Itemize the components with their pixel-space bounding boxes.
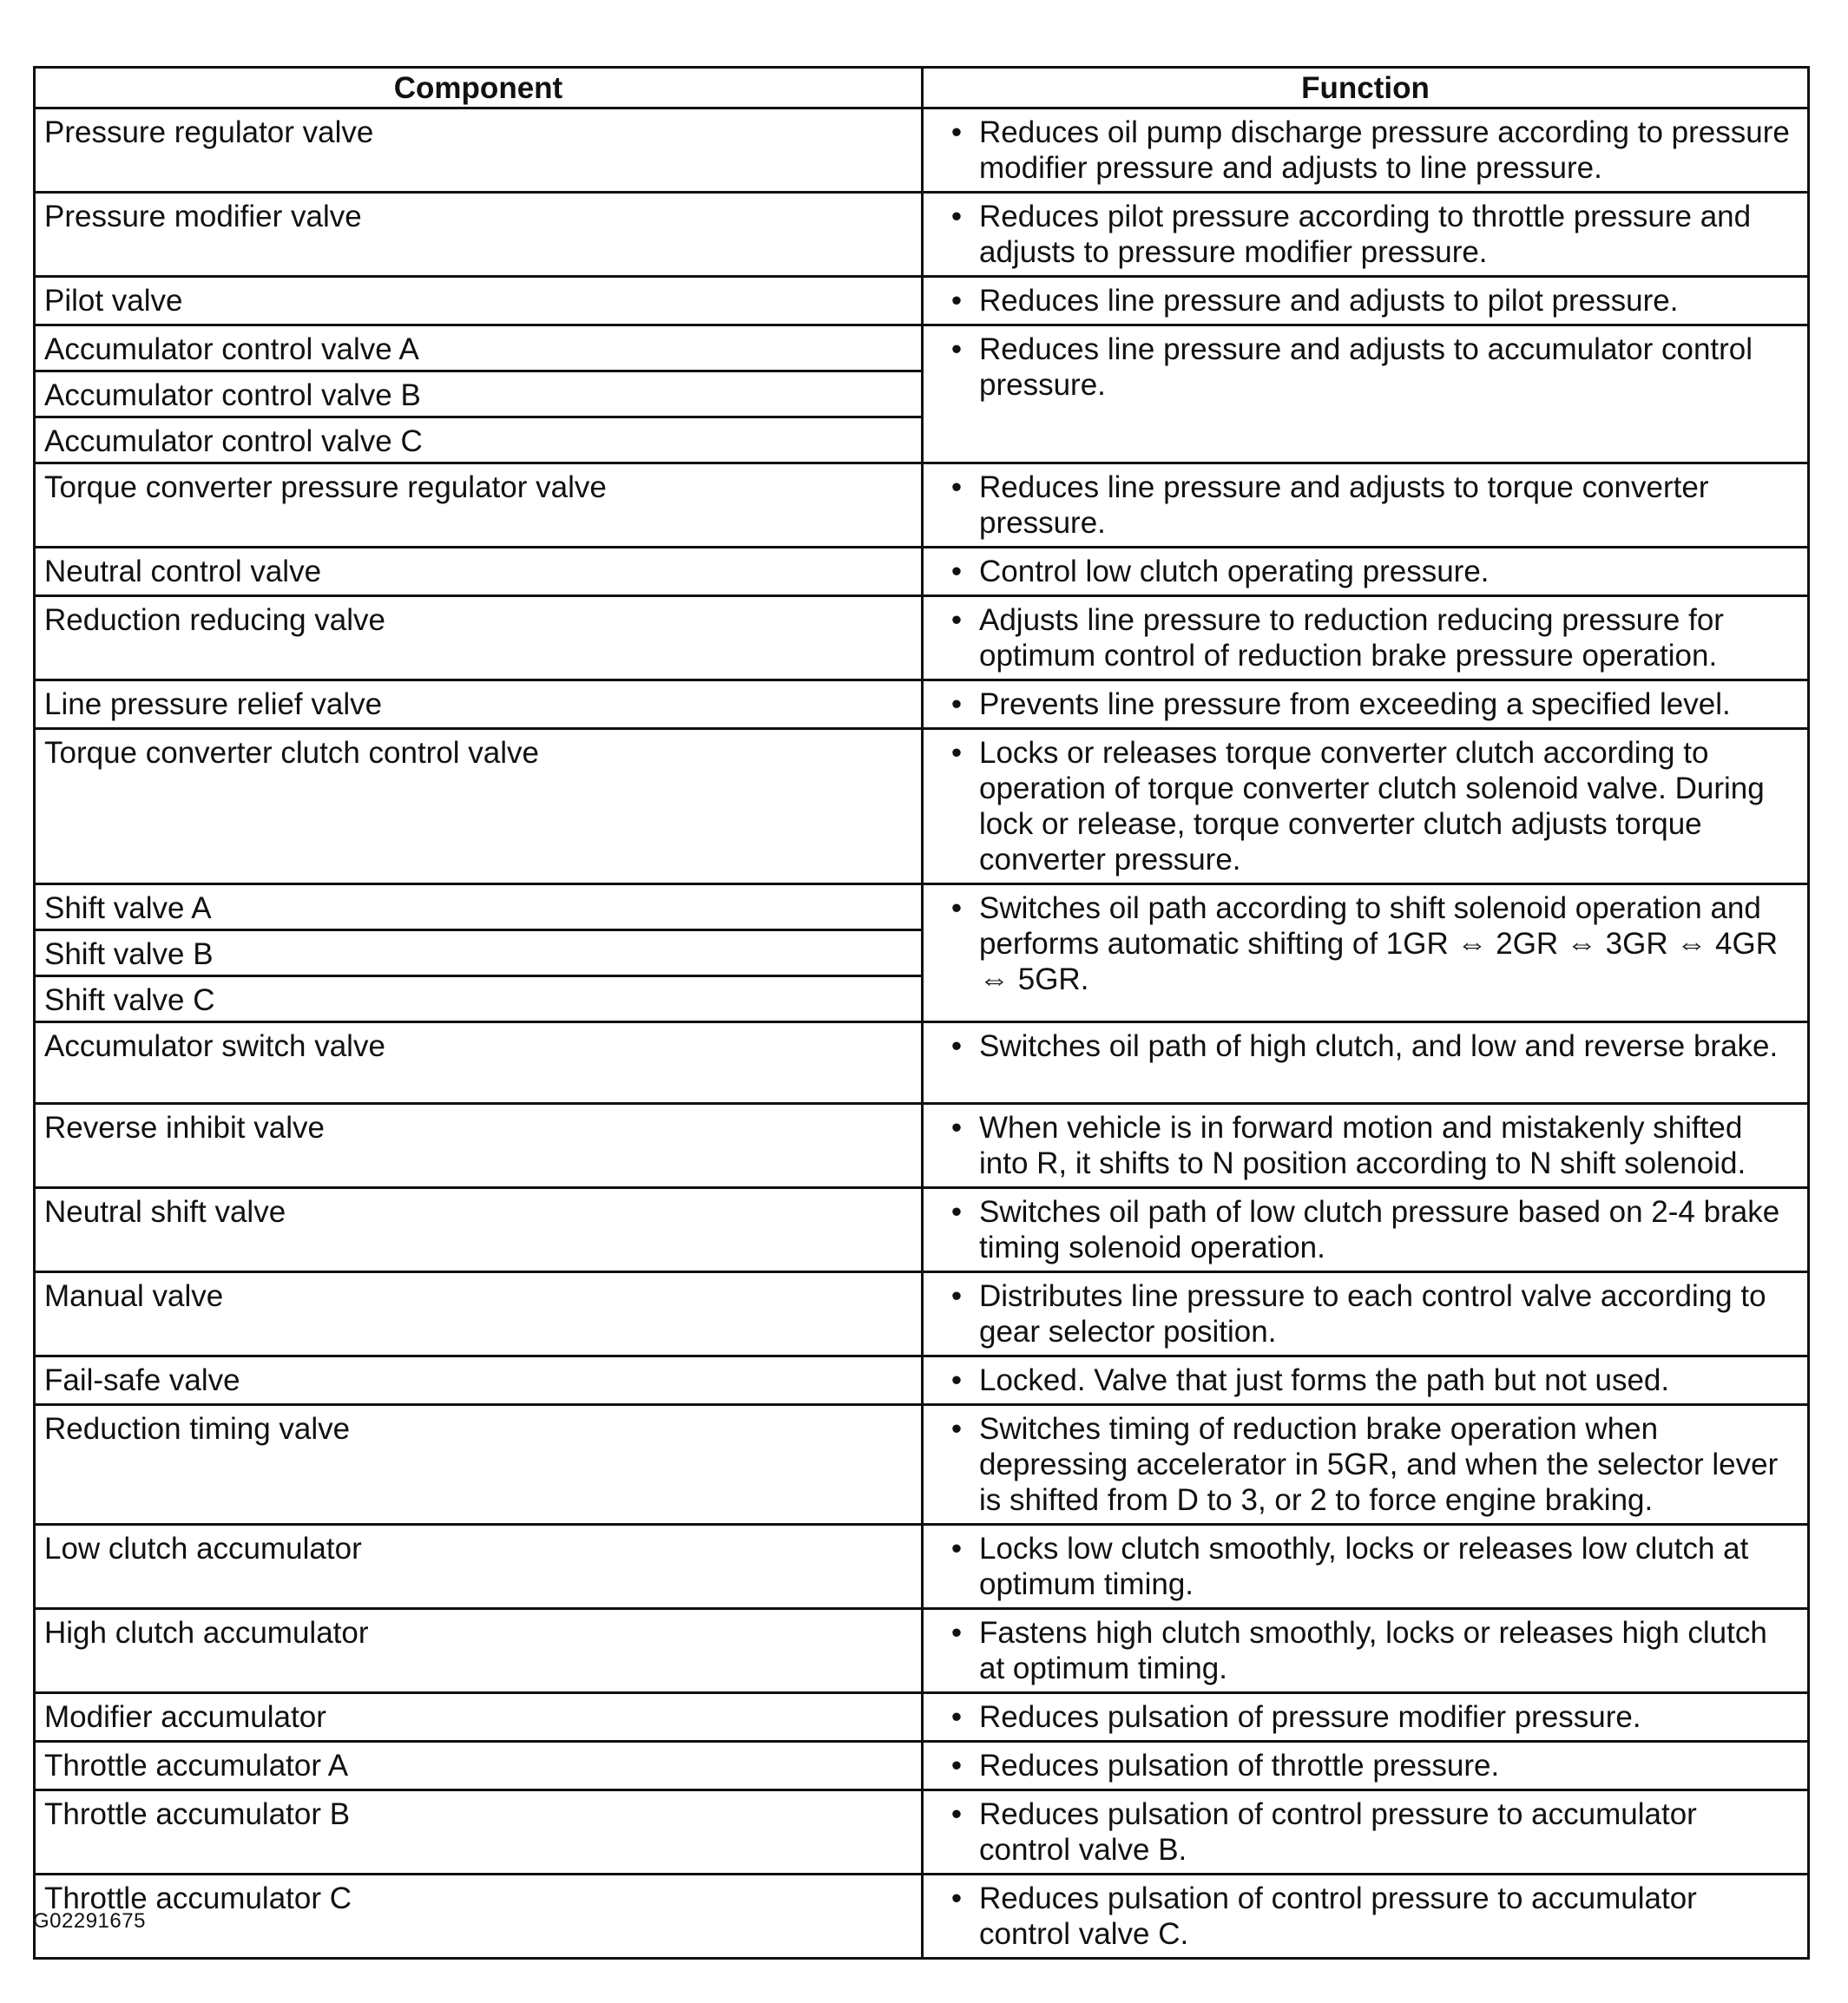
bullet-marker: • [950, 1195, 963, 1229]
component-cell: Throttle accumulator A [35, 1742, 923, 1790]
function-text: Reduces oil pump discharge pressure according to pressure modifier pressure and adjusts to line pressure. [979, 115, 1790, 185]
bullet-marker: • [950, 284, 963, 318]
function-cell [923, 1790, 1809, 1875]
column-header-component: Component [35, 68, 923, 108]
function-cell [923, 1022, 1809, 1104]
component-cell: High clutch accumulator [35, 1609, 923, 1693]
function-cell [923, 1405, 1809, 1525]
function-cell [923, 1356, 1809, 1405]
table-row [35, 108, 1809, 193]
function-text: Reduces line pressure and adjusts to torque converter pressure. [979, 470, 1709, 540]
bullet-marker: • [950, 1111, 963, 1145]
function-text: Prevents line pressure from exceeding a specified level. [979, 687, 1731, 721]
bullet-marker: • [950, 1029, 963, 1063]
function-text: Reduces pulsation of control pressure to accumulator control valve B. [979, 1797, 1697, 1867]
function-text: Switches timing of reduction brake operation when depressing accelerator in 5GR, and when the selector lever is shifted from D to 3, or 2 to force engine braking. [979, 1412, 1779, 1517]
component-cell: Neutral shift valve [35, 1188, 923, 1272]
function-cell [923, 1742, 1809, 1790]
component-cell: Pressure modifier valve [35, 193, 923, 277]
function-cell [923, 1272, 1809, 1356]
bullet-marker: • [950, 736, 963, 770]
table-row [35, 1104, 1809, 1188]
function-bullet [934, 1278, 1795, 1350]
function-bullet [934, 1615, 1795, 1686]
function-text: Control low clutch operating pressure. [979, 555, 1490, 588]
table-row [35, 884, 1809, 930]
function-cell [923, 463, 1809, 548]
function-cell [923, 884, 1809, 1022]
table-row [35, 463, 1809, 548]
function-bullet [934, 115, 1795, 186]
function-bullet [934, 1796, 1795, 1868]
function-cell [923, 1104, 1809, 1188]
function-bullet [934, 332, 1795, 403]
function-text: Fastens high clutch smoothly, locks or releases high clutch at optimum timing. [979, 1616, 1767, 1685]
function-cell [923, 108, 1809, 193]
bullet-marker: • [950, 1532, 963, 1566]
component-cell: Line pressure relief valve [35, 680, 923, 729]
component-cell: Accumulator switch valve [35, 1022, 923, 1104]
function-bullet [934, 199, 1795, 270]
function-bullet [934, 686, 1795, 722]
table-row [35, 1525, 1809, 1609]
table-row [35, 1790, 1809, 1875]
bullet-marker: • [950, 687, 963, 721]
function-bullet [934, 1363, 1795, 1398]
table-row [35, 1609, 1809, 1693]
function-text: Reduces pilot pressure according to throttle pressure and adjusts to pressure modifier pressure. [979, 200, 1752, 269]
bullet-marker: • [950, 200, 963, 233]
component-cell: Accumulator control valve B [35, 371, 923, 417]
bullet-marker: • [950, 1616, 963, 1650]
function-cell [923, 1525, 1809, 1609]
function-bullet [934, 1531, 1795, 1602]
table-row [35, 680, 1809, 729]
table-row [35, 277, 1809, 325]
component-cell: Reduction timing valve [35, 1405, 923, 1525]
bullet-marker: • [950, 332, 963, 366]
bullet-marker: • [950, 1412, 963, 1446]
function-bullet [934, 1411, 1795, 1518]
bullet-marker: • [950, 891, 963, 925]
function-text: Adjusts line pressure to reduction reducing pressure for optimum control of reduction brake pressure operation. [979, 603, 1724, 673]
table-row [35, 1188, 1809, 1272]
function-text: Reduces line pressure and adjusts to accumulator control pressure. [979, 332, 1753, 402]
function-text: Switches oil path of low clutch pressure based on 2-4 brake timing solenoid operation. [979, 1195, 1780, 1264]
table-row [35, 1405, 1809, 1525]
function-bullet [934, 554, 1795, 589]
bullet-marker: • [950, 1700, 963, 1734]
function-cell [923, 1875, 1809, 1959]
column-header-function: Function [923, 68, 1809, 108]
function-bullet [934, 602, 1795, 673]
table-row [35, 325, 1809, 371]
component-cell: Throttle accumulator B [35, 1790, 923, 1875]
component-function-table [33, 66, 1810, 1960]
component-function-table-wrapper [33, 66, 1807, 1960]
bullet-marker: • [950, 1882, 963, 1915]
function-text: Locks low clutch smoothly, locks or releases low clutch at optimum timing. [979, 1532, 1749, 1601]
function-text: Distributes line pressure to each control valve according to gear selector position. [979, 1279, 1766, 1349]
component-cell: Torque converter pressure regulator valve [35, 463, 923, 548]
function-text: Locks or releases torque converter clutch according to operation of torque converter clutch solenoid valve. During lock or release, torque converter clutch adjusts torque converter pressure. [979, 736, 1765, 877]
function-text: Switches oil path of high clutch, and low and reverse brake. [979, 1029, 1779, 1063]
table-row [35, 1875, 1809, 1959]
function-text: Reduces pulsation of throttle pressure. [979, 1749, 1500, 1783]
table-row [35, 596, 1809, 680]
function-bullet [934, 283, 1795, 319]
component-cell: Fail-safe valve [35, 1356, 923, 1405]
table-row [35, 729, 1809, 884]
function-text: Reduces pulsation of pressure modifier pressure. [979, 1700, 1641, 1734]
bullet-marker: • [950, 1749, 963, 1783]
table-row [35, 1693, 1809, 1742]
function-text: When vehicle is in forward motion and mistakenly shifted into R, it shifts to N position according to N shift solenoid. [979, 1111, 1746, 1180]
component-cell: Modifier accumulator [35, 1693, 923, 1742]
bullet-marker: • [950, 470, 963, 504]
function-text: Reduces pulsation of control pressure to accumulator control valve C. [979, 1882, 1697, 1951]
component-cell: Throttle accumulator C [35, 1875, 923, 1959]
bullet-marker: • [950, 1797, 963, 1831]
bullet-marker: • [950, 603, 963, 637]
component-cell: Reduction reducing valve [35, 596, 923, 680]
table-header-row [35, 68, 1809, 108]
component-cell: Accumulator control valve A [35, 325, 923, 371]
function-cell [923, 596, 1809, 680]
function-bullet [934, 470, 1795, 541]
function-bullet [934, 1028, 1795, 1064]
table-row [35, 1356, 1809, 1405]
function-cell [923, 548, 1809, 596]
table-row [35, 548, 1809, 596]
table-row [35, 1272, 1809, 1356]
bullet-marker: • [950, 115, 963, 149]
bullet-marker: • [950, 1279, 963, 1313]
function-bullet [934, 1748, 1795, 1783]
function-bullet [934, 1699, 1795, 1735]
figure-id-label: G02291675 [33, 1909, 146, 1933]
function-cell [923, 277, 1809, 325]
function-text: Locked. Valve that just forms the path but not used. [979, 1363, 1670, 1397]
function-cell [923, 1188, 1809, 1272]
component-cell: Torque converter clutch control valve [35, 729, 923, 884]
function-cell [923, 1693, 1809, 1742]
component-cell: Accumulator control valve C [35, 417, 923, 463]
component-cell: Reverse inhibit valve [35, 1104, 923, 1188]
function-text: Reduces line pressure and adjusts to pilot pressure. [979, 284, 1679, 318]
table-row [35, 1022, 1809, 1104]
function-cell [923, 1609, 1809, 1693]
component-cell: Pressure regulator valve [35, 108, 923, 193]
function-cell [923, 325, 1809, 463]
component-cell: Shift valve A [35, 884, 923, 930]
component-cell: Low clutch accumulator [35, 1525, 923, 1609]
function-text: Switches oil path according to shift solenoid operation and performs automatic shifting of 1GR ⇔ 2GR ⇔ 3GR ⇔ 4GR ⇔ 5GR. [979, 891, 1779, 996]
component-cell: Neutral control valve [35, 548, 923, 596]
function-bullet [934, 1881, 1795, 1952]
function-bullet [934, 1110, 1795, 1181]
component-cell: Shift valve C [35, 976, 923, 1022]
function-bullet [934, 890, 1795, 997]
component-cell: Manual valve [35, 1272, 923, 1356]
function-cell [923, 193, 1809, 277]
function-cell [923, 729, 1809, 884]
bullet-marker: • [950, 1363, 963, 1397]
component-cell: Shift valve B [35, 930, 923, 976]
table-row [35, 1742, 1809, 1790]
bullet-marker: • [950, 555, 963, 588]
function-bullet [934, 735, 1795, 877]
function-bullet [934, 1194, 1795, 1265]
function-cell [923, 680, 1809, 729]
table-row [35, 193, 1809, 277]
component-cell: Pilot valve [35, 277, 923, 325]
